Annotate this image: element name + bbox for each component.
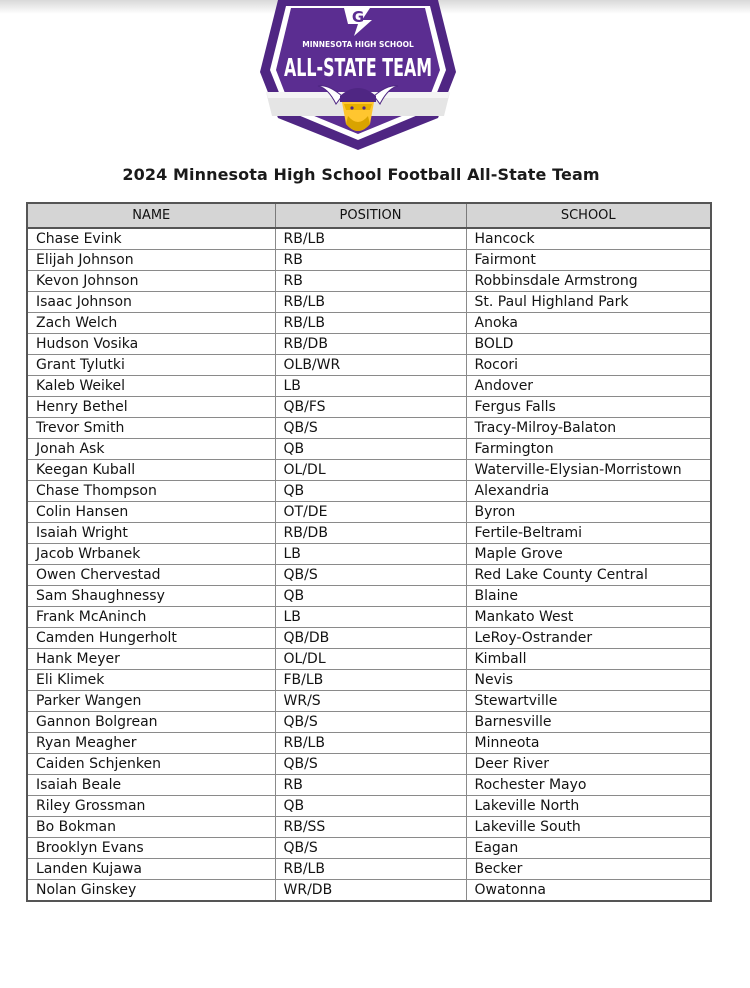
logo-line2: ALL-STATE TEAM — [284, 53, 432, 82]
roster-body — [27, 228, 711, 901]
table-row — [27, 586, 711, 607]
cell-school: Kimball — [466, 649, 711, 670]
cell-name: Isaiah Wright — [27, 523, 275, 544]
column-header-name: NAME — [27, 203, 275, 228]
cell-school: Andover — [466, 376, 711, 397]
cell-position: LB — [275, 376, 466, 397]
cell-name: Bo Bokman — [27, 817, 275, 838]
cell-position: RB/DB — [275, 334, 466, 355]
cell-school: Red Lake County Central — [466, 565, 711, 586]
cell-school: Farmington — [466, 439, 711, 460]
column-header-school: SCHOOL — [466, 203, 711, 228]
cell-name: Keegan Kuball — [27, 460, 275, 481]
table-row — [27, 859, 711, 880]
cell-school: Lakeville South — [466, 817, 711, 838]
cell-school: Minneota — [466, 733, 711, 754]
cell-position: QB — [275, 796, 466, 817]
cell-school: Waterville-Elysian-Morristown — [466, 460, 711, 481]
table-row — [27, 838, 711, 859]
table-row — [27, 670, 711, 691]
cell-name: Hank Meyer — [27, 649, 275, 670]
cell-position: RB — [275, 250, 466, 271]
table-row — [27, 817, 711, 838]
cell-school: Becker — [466, 859, 711, 880]
cell-position: OL/DL — [275, 649, 466, 670]
cell-position: RB/LB — [275, 859, 466, 880]
cell-name: Grant Tylutki — [27, 355, 275, 376]
cell-position: QB/S — [275, 838, 466, 859]
cell-position: QB/S — [275, 712, 466, 733]
cell-name: Riley Grossman — [27, 796, 275, 817]
cell-school: Blaine — [466, 586, 711, 607]
table-row — [27, 712, 711, 733]
cell-position: WR/DB — [275, 880, 466, 902]
cell-position: RB — [275, 271, 466, 292]
table-header-row — [27, 203, 711, 228]
table-row — [27, 292, 711, 313]
cell-name: Jacob Wrbanek — [27, 544, 275, 565]
cell-position: QB/FS — [275, 397, 466, 418]
cell-position: WR/S — [275, 691, 466, 712]
cell-position: QB — [275, 481, 466, 502]
cell-position: RB/LB — [275, 292, 466, 313]
cell-name: Ryan Meagher — [27, 733, 275, 754]
cell-name: Henry Bethel — [27, 397, 275, 418]
cell-name: Kevon Johnson — [27, 271, 275, 292]
table-row — [27, 880, 711, 902]
cell-school: St. Paul Highland Park — [466, 292, 711, 313]
cell-school: Rocori — [466, 355, 711, 376]
table-row — [27, 754, 711, 775]
cell-school: Maple Grove — [466, 544, 711, 565]
cell-name: Nolan Ginskey — [27, 880, 275, 902]
table-row — [27, 607, 711, 628]
cell-school: Barnesville — [466, 712, 711, 733]
table-row — [27, 313, 711, 334]
table-row — [27, 733, 711, 754]
cell-position: RB/LB — [275, 313, 466, 334]
cell-name: Frank McAninch — [27, 607, 275, 628]
table-row — [27, 376, 711, 397]
cell-name: Eli Klimek — [27, 670, 275, 691]
all-state-team-logo — [258, 0, 458, 150]
cell-school: Eagan — [466, 838, 711, 859]
cell-name: Chase Evink — [27, 228, 275, 250]
cell-school: Tracy-Milroy-Balaton — [466, 418, 711, 439]
cell-position: RB/DB — [275, 523, 466, 544]
table-row — [27, 271, 711, 292]
table-row — [27, 796, 711, 817]
cell-name: Hudson Vosika — [27, 334, 275, 355]
cell-school: Rochester Mayo — [466, 775, 711, 796]
cell-school: Stewartville — [466, 691, 711, 712]
table-row — [27, 775, 711, 796]
cell-school: Fairmont — [466, 250, 711, 271]
cell-position: FB/LB — [275, 670, 466, 691]
cell-position: OL/DL — [275, 460, 466, 481]
cell-name: Trevor Smith — [27, 418, 275, 439]
cell-name: Brooklyn Evans — [27, 838, 275, 859]
table-row — [27, 565, 711, 586]
cell-school: Deer River — [466, 754, 711, 775]
cell-name: Zach Welch — [27, 313, 275, 334]
cell-position: QB/DB — [275, 628, 466, 649]
cell-name: Colin Hansen — [27, 502, 275, 523]
cell-name: Jonah Ask — [27, 439, 275, 460]
table-row — [27, 502, 711, 523]
cell-school: Nevis — [466, 670, 711, 691]
cell-position: RB/LB — [275, 733, 466, 754]
table-row — [27, 334, 711, 355]
table-row — [27, 649, 711, 670]
table-row — [27, 228, 711, 250]
cell-name: Isaiah Beale — [27, 775, 275, 796]
cell-name: Caiden Schjenken — [27, 754, 275, 775]
cell-name: Elijah Johnson — [27, 250, 275, 271]
table-row — [27, 439, 711, 460]
table-row — [27, 691, 711, 712]
cell-name: Gannon Bolgrean — [27, 712, 275, 733]
cell-school: Owatonna — [466, 880, 711, 902]
cell-position: LB — [275, 544, 466, 565]
cell-school: LeRoy-Ostrander — [466, 628, 711, 649]
cell-school: Hancock — [466, 228, 711, 250]
table-row — [27, 544, 711, 565]
cell-name: Kaleb Weikel — [27, 376, 275, 397]
cell-position: OLB/WR — [275, 355, 466, 376]
table-row — [27, 397, 711, 418]
table-row — [27, 418, 711, 439]
cell-position: RB/SS — [275, 817, 466, 838]
table-row — [27, 460, 711, 481]
table-row — [27, 355, 711, 376]
all-state-roster-table — [26, 202, 712, 902]
cell-position: OT/DE — [275, 502, 466, 523]
cell-name: Landen Kujawa — [27, 859, 275, 880]
cell-name: Sam Shaughnessy — [27, 586, 275, 607]
table-row — [27, 523, 711, 544]
cell-school: Byron — [466, 502, 711, 523]
cell-school: Mankato West — [466, 607, 711, 628]
cell-position: RB/LB — [275, 228, 466, 250]
cell-school: Fergus Falls — [466, 397, 711, 418]
cell-school: Alexandria — [466, 481, 711, 502]
cell-name: Chase Thompson — [27, 481, 275, 502]
cell-position: QB/S — [275, 418, 466, 439]
cell-position: RB — [275, 775, 466, 796]
cell-school: BOLD — [466, 334, 711, 355]
cell-position: QB/S — [275, 565, 466, 586]
cell-position: QB — [275, 586, 466, 607]
column-header-position: POSITION — [275, 203, 466, 228]
cell-school: Robbinsdale Armstrong — [466, 271, 711, 292]
logo-brand-mark: G — [351, 8, 365, 26]
cell-school: Fertile-Beltrami — [466, 523, 711, 544]
cell-position: QB/S — [275, 754, 466, 775]
cell-name: Isaac Johnson — [27, 292, 275, 313]
cell-position: LB — [275, 607, 466, 628]
cell-name: Camden Hungerholt — [27, 628, 275, 649]
document-title: 2024 Minnesota High School Football All-State Team — [122, 165, 600, 184]
cell-school: Lakeville North — [466, 796, 711, 817]
table-row — [27, 481, 711, 502]
table-row — [27, 250, 711, 271]
table-row — [27, 628, 711, 649]
cell-name: Parker Wangen — [27, 691, 275, 712]
logo-line1: MINNESOTA HIGH SCHOOL — [302, 40, 414, 49]
cell-name: Owen Chervestad — [27, 565, 275, 586]
cell-position: QB — [275, 439, 466, 460]
cell-school: Anoka — [466, 313, 711, 334]
